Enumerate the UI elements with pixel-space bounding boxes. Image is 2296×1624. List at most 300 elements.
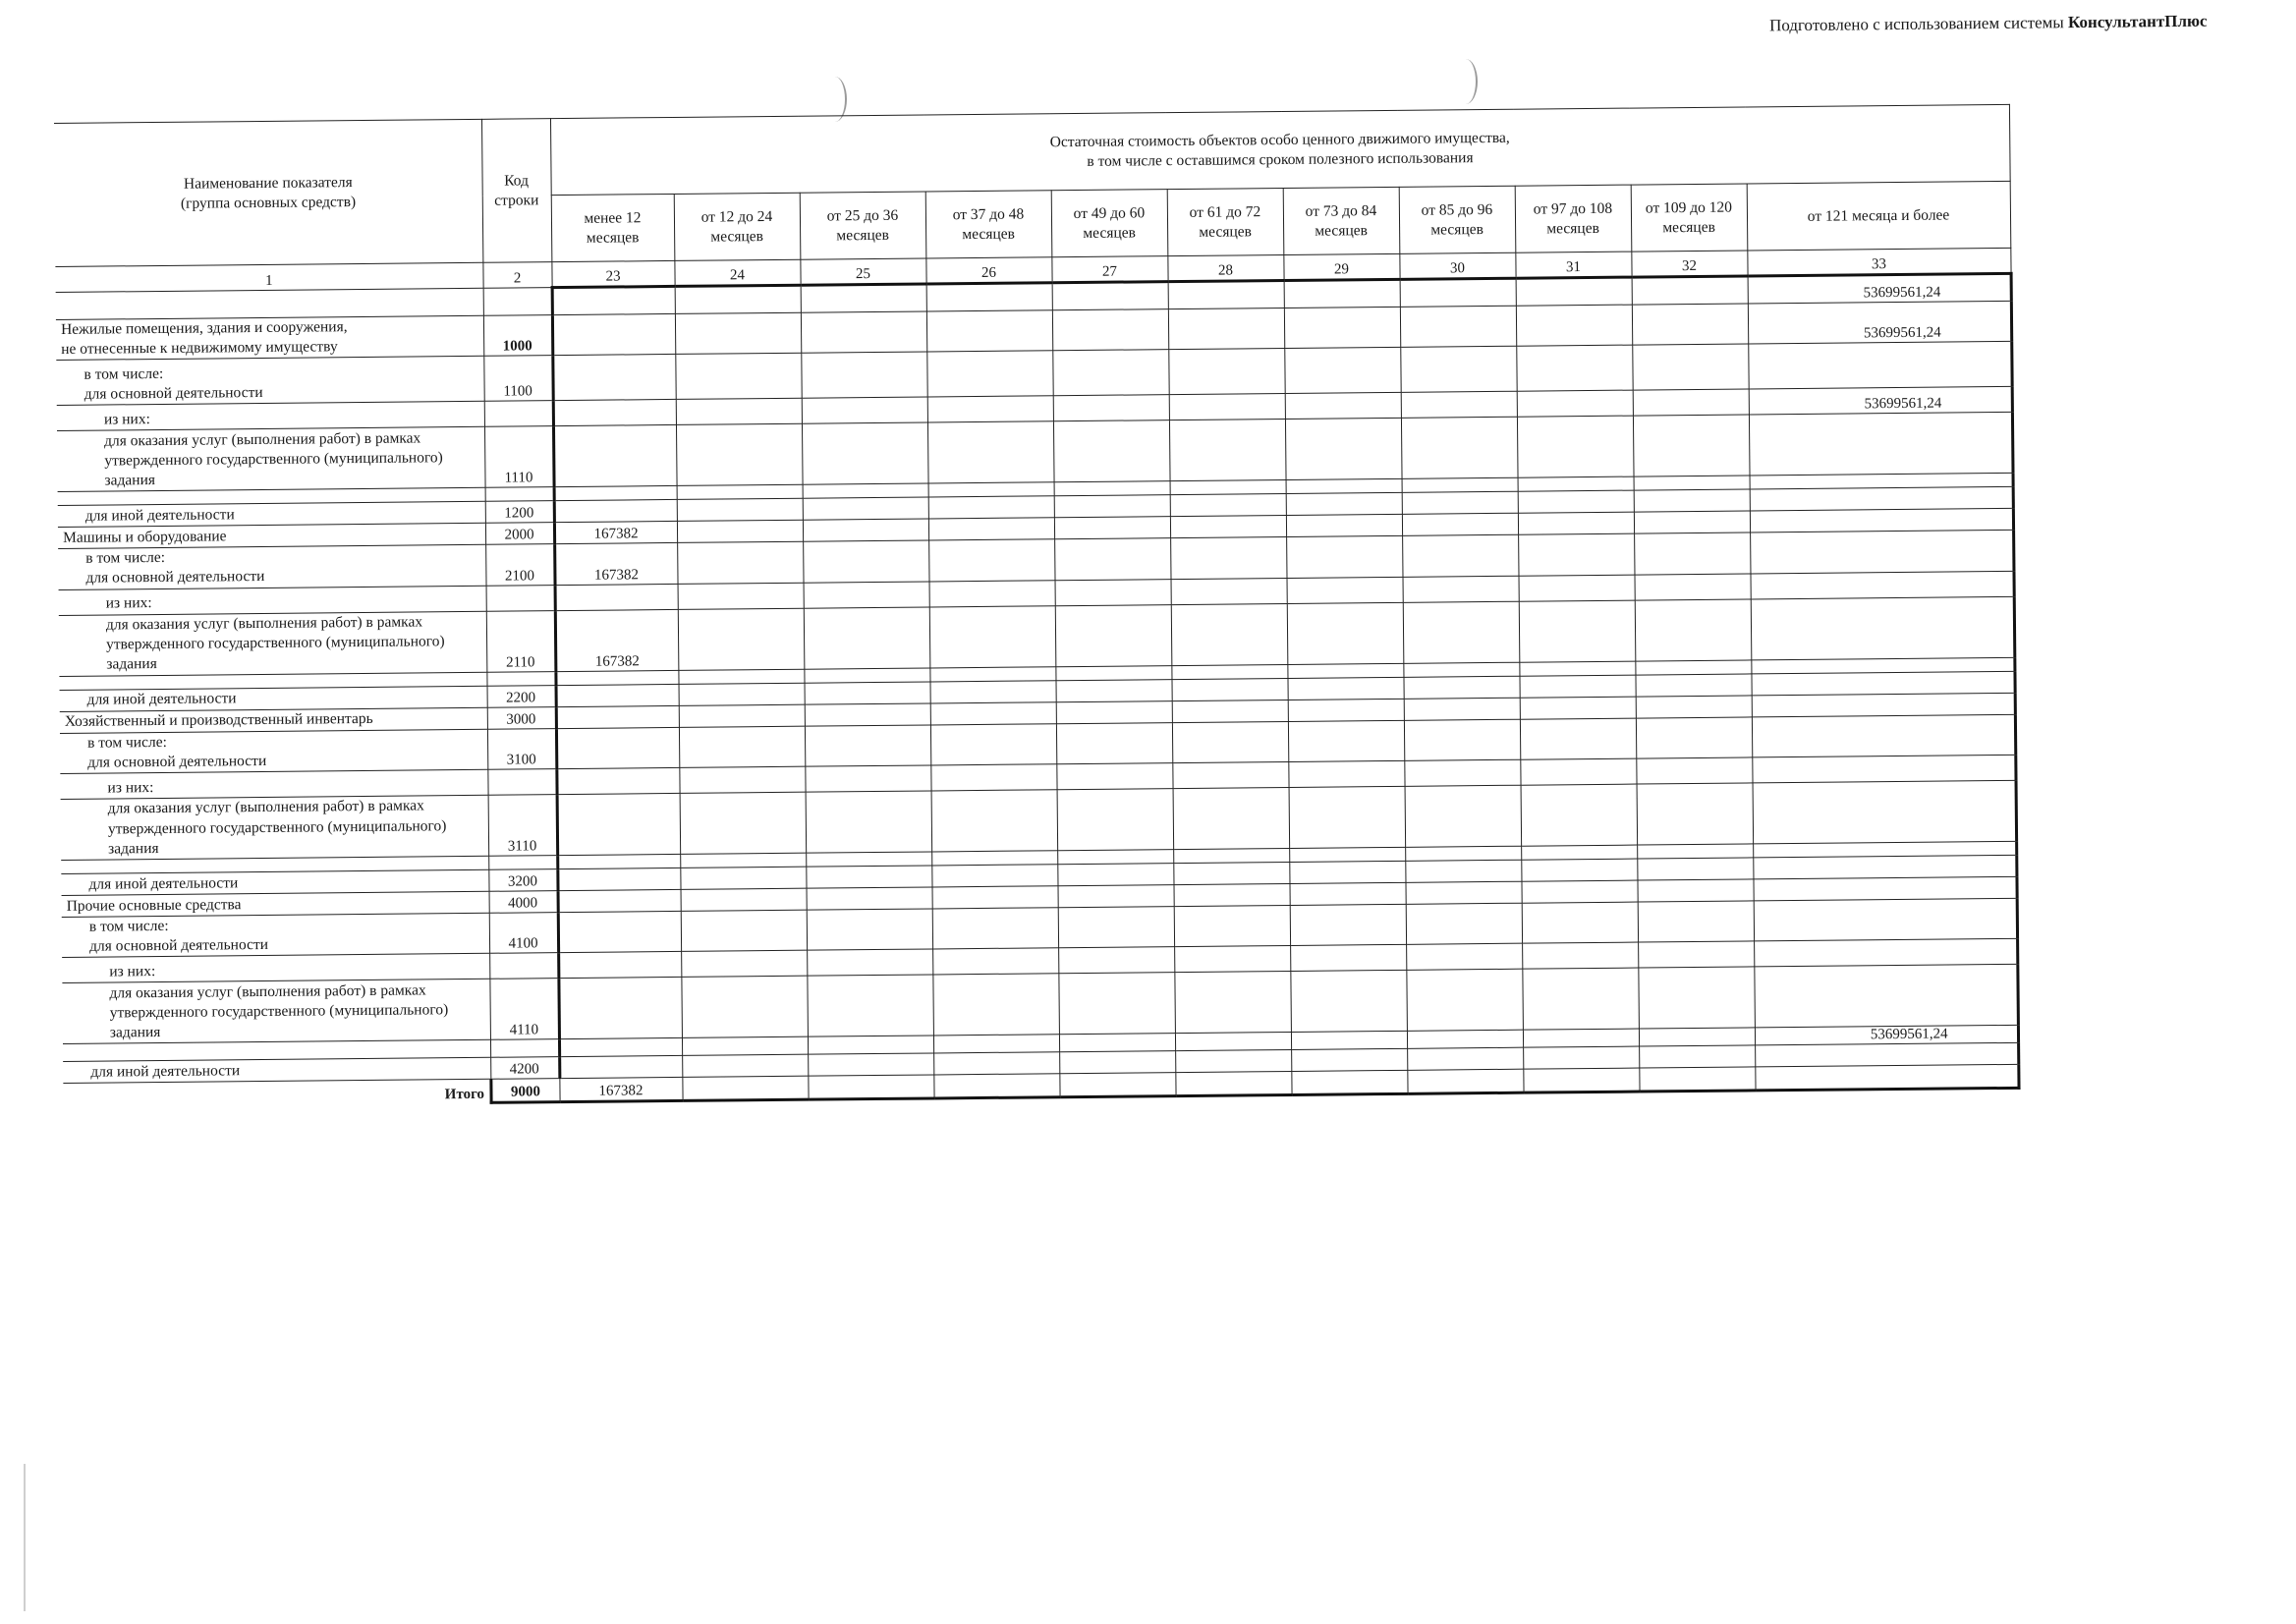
cell-col-29 (1286, 536, 1402, 578)
cell-col-28 (1175, 1033, 1291, 1051)
cell-col-26 (928, 539, 1054, 582)
cell-col-29 (1285, 393, 1401, 420)
cell-col-27 (1052, 282, 1168, 310)
cell-col-32 (1634, 574, 1750, 600)
cell-col-26 (932, 886, 1058, 909)
row-name: Хозяйственный и производственный инвентарь (60, 707, 487, 733)
row-code: 4100 (489, 912, 558, 953)
cell-col-28 (1174, 905, 1290, 946)
period-header: от 49 до 60 месяцев (1051, 190, 1168, 257)
cell-col-23 (552, 355, 675, 401)
cell-col-23 (558, 952, 681, 979)
cell-col-30 (1406, 943, 1522, 970)
cell-col-23: 167382 (554, 522, 677, 544)
cell-col-24 (680, 867, 806, 889)
cell-col-23 (558, 911, 681, 952)
column-number: 32 (1631, 251, 1747, 277)
cell-col-31 (1518, 490, 1634, 513)
cell-col-33 (1750, 531, 2013, 574)
cell-col-25 (808, 1036, 933, 1054)
total-cell (1523, 1068, 1639, 1092)
cell-col-32 (1634, 511, 1750, 533)
row-name: в том числе: для основной деятельности (56, 357, 483, 406)
cell-col-26 (929, 680, 1055, 702)
cell-col-30 (1404, 698, 1520, 720)
cell-col-27 (1058, 947, 1174, 974)
cell-col-31 (1518, 575, 1634, 601)
cell-col-30 (1402, 491, 1518, 514)
cell-col-28 (1172, 721, 1288, 762)
row-code: 4000 (489, 890, 558, 913)
cell-col-30 (1402, 576, 1518, 602)
cell-col-25 (801, 352, 926, 398)
cell-col-27 (1053, 395, 1169, 421)
cell-col-32 (1634, 476, 1750, 490)
cell-col-24 (681, 910, 807, 952)
cell-col-33: 53699561,24 (1749, 387, 2012, 416)
period-header: от 121 месяца и более (1747, 181, 2011, 251)
cell-col-26 (926, 283, 1052, 311)
cell-col-33 (1751, 671, 2014, 696)
period-header: от 61 до 72 месяцев (1167, 188, 1284, 255)
cell-col-28 (1171, 664, 1287, 679)
code-column-header: Код строки (481, 119, 551, 263)
cell-col-30 (1405, 785, 1522, 847)
cell-col-26 (928, 482, 1054, 497)
row-name: из них: (62, 953, 489, 982)
cell-col-28 (1173, 787, 1290, 849)
cell-col-30 (1405, 881, 1521, 904)
cell-col-23 (556, 767, 679, 794)
cell-col-30 (1402, 477, 1518, 492)
cell-col-23 (558, 978, 682, 1039)
row-name: в том числе: для основной деятельности (60, 729, 487, 773)
cell-col-28 (1173, 862, 1289, 884)
cell-col-27 (1058, 884, 1174, 907)
cell-col-28 (1170, 494, 1286, 517)
period-header: от 37 до 48 месяцев (925, 191, 1052, 258)
cell-col-26 (926, 351, 1052, 397)
cell-col-31 (1520, 697, 1636, 719)
cell-col-30 (1400, 347, 1516, 393)
total-cell (1407, 1069, 1523, 1093)
cell-col-32 (1637, 879, 1753, 902)
cell-col-32 (1636, 717, 1752, 758)
row-code: 1200 (485, 501, 554, 524)
cell-col-28 (1170, 537, 1286, 579)
cell-col-30 (1404, 759, 1520, 786)
cell-col-31 (1518, 512, 1634, 534)
cell-col-26 (933, 1052, 1059, 1075)
cell-col-25 (801, 284, 926, 312)
cell-col-32 (1639, 1028, 1755, 1046)
cell-col-30 (1406, 969, 1523, 1031)
cell-col-29 (1284, 279, 1400, 308)
cell-col-31 (1518, 533, 1634, 575)
cell-col-23 (555, 584, 678, 610)
cell-col-24 (682, 1036, 808, 1055)
row-name: для оказания услуг (выполнения работ) в рамках утвержденного государственного (муниципального) задания (59, 611, 487, 676)
cell-col-25 (805, 682, 930, 704)
cell-col-27 (1057, 863, 1173, 885)
cell-col-29 (1285, 419, 1402, 480)
cell-col-24 (682, 1054, 808, 1077)
cell-col-23: 167382 (555, 609, 679, 671)
name-column-header: Наименование показателя (группа основных средств) (54, 119, 482, 266)
period-header: от 12 до 24 месяцев (674, 193, 801, 260)
total-col-23: 167382 (559, 1078, 682, 1102)
cell-col-23 (553, 425, 677, 487)
cell-col-31 (1519, 661, 1635, 676)
group-title-header: Остаточная стоимость объектов особо ценного движимого имущества, в том числе с оставшимся сроком полезного использования (550, 104, 2010, 195)
cell-col-28 (1173, 848, 1289, 863)
period-header: менее 12 месяцев (551, 194, 675, 261)
period-header: от 85 до 96 месяцев (1399, 186, 1516, 253)
cell-col-24 (677, 484, 803, 499)
cell-col-29 (1291, 1031, 1407, 1049)
cell-col-27 (1056, 762, 1172, 789)
cell-col-29 (1290, 944, 1406, 971)
cell-col-33 (1752, 714, 2015, 757)
cell-col-32 (1636, 696, 1752, 718)
cell-col-26 (932, 908, 1058, 950)
cell-col-33 (1753, 855, 2016, 879)
cell-col-31 (1523, 1029, 1639, 1047)
cell-col-23 (553, 400, 676, 426)
cell-col-29 (1287, 577, 1403, 603)
cell-col-28 (1168, 349, 1284, 395)
cell-col-32 (1637, 783, 1754, 845)
report-table-wrapper (54, 104, 2019, 1108)
cell-col-27 (1055, 665, 1171, 680)
cell-col-33 (1752, 755, 2015, 783)
cell-col-30 (1401, 418, 1518, 479)
cell-col-26 (932, 974, 1059, 1036)
cell-col-27 (1059, 1034, 1175, 1052)
cell-col-24 (679, 766, 805, 793)
cell-col-31 (1522, 942, 1638, 969)
column-number: 1 (55, 262, 482, 292)
total-cell (1291, 1070, 1407, 1094)
column-number: 27 (1051, 256, 1167, 283)
cell-col-32 (1634, 489, 1750, 512)
total-cell (682, 1076, 808, 1100)
cell-col-33 (1752, 693, 2015, 717)
cell-col-24 (677, 520, 803, 542)
row-code: 2100 (485, 544, 554, 586)
cell-col-32 (1632, 304, 1748, 345)
cell-col-25 (804, 668, 929, 683)
row-name: для оказания услуг (выполнения работ) в рамках утвержденного государственного (муниципального) задания (62, 979, 490, 1043)
period-header: от 109 до 120 месяцев (1631, 184, 1748, 252)
row-name: для оказания услуг (выполнения работ) в рамках утвержденного государственного (муниципального) задания (57, 427, 485, 492)
cell-col-27 (1054, 481, 1170, 496)
row-code: 3200 (488, 868, 557, 891)
column-number: 29 (1283, 253, 1399, 280)
period-header: от 97 до 108 месяцев (1515, 185, 1632, 252)
column-number: 26 (925, 257, 1051, 284)
cell-col-31 (1523, 1046, 1639, 1069)
cell-col-28 (1168, 280, 1284, 308)
total-cell (1639, 1067, 1755, 1092)
row-name: из них: (60, 769, 487, 799)
cell-col-27 (1056, 722, 1172, 763)
cell-col-32 (1632, 276, 1748, 305)
cell-col-33 (1749, 413, 2013, 476)
cell-col-31 (1521, 880, 1637, 903)
column-number: 33 (1747, 248, 2010, 276)
top-note-prefix: Подготовлено с использованием системы (1769, 13, 2069, 35)
column-number: 28 (1167, 254, 1283, 281)
row-code: 3100 (487, 728, 556, 769)
cell-col-25 (804, 582, 929, 608)
row-code: 4110 (489, 979, 559, 1040)
cell-col-31 (1521, 845, 1637, 860)
cell-col-23 (559, 1038, 682, 1057)
cell-col-33: 53699561,24 (1748, 273, 2011, 304)
cell-col-28 (1169, 420, 1286, 481)
cell-col-23 (556, 705, 679, 728)
cell-col-28 (1173, 883, 1289, 906)
top-note-brand: КонсультантПлюс (2068, 11, 2209, 32)
cell-col-24 (678, 583, 804, 609)
cell-col-30 (1406, 903, 1522, 944)
cell-col-23 (557, 854, 680, 868)
cell-col-30 (1402, 513, 1518, 535)
cell-col-28 (1171, 578, 1287, 604)
cell-col-26 (930, 723, 1056, 765)
cell-col-33 (1753, 876, 2016, 901)
cell-col-26 (929, 605, 1056, 667)
cell-col-23: 167382 (554, 543, 677, 585)
cell-col-29 (1290, 904, 1406, 945)
total-cell (808, 1075, 933, 1099)
row-name: для иной деятельности (63, 1057, 490, 1083)
cell-col-33: 53699561,24 (1748, 301, 2011, 344)
cell-col-28 (1175, 1050, 1291, 1073)
cell-col-27 (1056, 700, 1172, 723)
row-code (486, 671, 555, 686)
row-code (486, 585, 555, 611)
cell-col-23 (558, 889, 681, 912)
cell-col-27 (1059, 1051, 1175, 1074)
cell-col-31 (1517, 416, 1634, 477)
row-code (488, 855, 557, 869)
row-code: 4200 (490, 1057, 559, 1080)
cell-col-28 (1171, 603, 1288, 665)
cell-col-24 (675, 312, 801, 355)
cell-col-24 (679, 704, 805, 727)
cell-col-27 (1053, 420, 1170, 482)
row-name: для иной деятельности (58, 502, 485, 528)
cell-col-33 (1754, 964, 2018, 1028)
cell-col-26 (931, 790, 1058, 852)
cell-col-28 (1170, 480, 1286, 495)
cell-col-24 (679, 683, 805, 705)
cell-col-31 (1521, 859, 1637, 881)
cell-col-28 (1169, 394, 1285, 420)
cell-col-28 (1172, 700, 1288, 722)
cell-col-26 (933, 1035, 1059, 1053)
cell-col-33 (1748, 342, 2011, 390)
cell-col-31 (1518, 476, 1634, 491)
cell-col-33 (1750, 509, 2013, 533)
cell-col-29 (1291, 1048, 1407, 1071)
column-number: 24 (674, 259, 800, 286)
cell-col-29 (1286, 515, 1402, 537)
cell-col-31 (1519, 675, 1635, 698)
cell-col-32 (1638, 967, 1755, 1029)
cell-col-30 (1400, 278, 1516, 307)
total-label: Итого (444, 1086, 485, 1102)
cell-col-24 (675, 353, 801, 399)
cell-col-33 (1750, 487, 2013, 512)
cell-col-25 (807, 909, 932, 951)
row-name: Нежилые помещения, здания и сооружения, не отнесенные к недвижимому имуществу (56, 315, 483, 360)
cell-col-33 (1754, 938, 2017, 967)
cell-col-32 (1638, 901, 1754, 942)
cell-col-27 (1057, 788, 1174, 850)
cell-col-28 (1174, 972, 1291, 1034)
cell-col-26 (928, 518, 1054, 540)
cell-col-25 (808, 1053, 933, 1076)
cell-col-30 (1400, 306, 1516, 347)
total-code: 9000 (490, 1079, 559, 1103)
cell-col-26 (930, 764, 1056, 791)
row-code: 3110 (488, 794, 558, 856)
cell-col-27 (1054, 495, 1170, 518)
cell-col-33 (1751, 596, 2015, 660)
punch-mark-icon (1454, 59, 1478, 104)
cell-col-29 (1286, 493, 1402, 516)
cell-col-27 (1052, 350, 1168, 396)
row-name: из них: (57, 402, 484, 431)
row-code (489, 953, 558, 980)
cell-col-29 (1288, 699, 1404, 721)
cell-col-28 (1171, 678, 1287, 700)
cell-col-32 (1638, 941, 1754, 968)
cell-col-26 (930, 701, 1056, 724)
cell-col-25 (805, 765, 930, 792)
cell-col-29 (1286, 479, 1402, 494)
cell-col-25 (806, 791, 932, 853)
cell-col-33 (1754, 898, 2017, 941)
cell-col-26 (929, 666, 1055, 681)
row-name: для оказания услуг (выполнения работ) в рамках утвержденного государственного (муниципального) задания (61, 795, 489, 860)
cell-col-32 (1637, 844, 1753, 859)
cell-col-33: 53699561,24 (1755, 1025, 2018, 1045)
cell-col-29 (1289, 882, 1405, 905)
total-cell (933, 1074, 1059, 1098)
cell-col-24 (681, 976, 808, 1037)
cell-col-25 (806, 852, 931, 867)
cell-col-26 (929, 580, 1055, 606)
cell-col-24 (681, 950, 807, 977)
cell-col-25 (804, 607, 930, 669)
cell-col-29 (1289, 847, 1405, 862)
cell-col-32 (1637, 858, 1753, 880)
row-name: из них: (59, 586, 486, 615)
cell-col-31 (1516, 305, 1632, 346)
cell-col-25 (805, 703, 930, 726)
cell-col-29 (1287, 677, 1403, 700)
cell-col-31 (1522, 902, 1638, 943)
column-number: 2 (482, 262, 551, 289)
cell-col-23 (557, 793, 681, 855)
cell-col-31 (1520, 718, 1636, 759)
cell-col-32 (1633, 389, 1749, 416)
cell-col-30 (1403, 676, 1519, 699)
cell-col-30 (1402, 534, 1518, 576)
cell-col-27 (1057, 849, 1173, 864)
report-table (54, 104, 2020, 1108)
cell-col-27 (1055, 604, 1172, 666)
column-number: 31 (1515, 252, 1631, 278)
cell-col-25 (807, 949, 932, 976)
row-code: 1100 (483, 356, 552, 402)
cell-col-25 (806, 866, 931, 888)
cell-col-31 (1517, 390, 1633, 417)
cell-col-25 (803, 497, 928, 520)
row-code (484, 401, 553, 427)
cell-col-29 (1290, 970, 1407, 1032)
cell-col-24 (676, 423, 803, 485)
cell-col-25 (803, 483, 928, 498)
column-number: 30 (1399, 252, 1515, 279)
cell-col-26 (932, 948, 1058, 975)
cell-col-30 (1401, 392, 1517, 419)
cell-col-32 (1634, 532, 1750, 574)
cell-col-29 (1287, 602, 1404, 664)
cell-col-30 (1405, 860, 1521, 882)
cell-col-32 (1635, 599, 1752, 661)
cell-col-26 (928, 496, 1054, 519)
cell-col-25 (802, 397, 927, 423)
row-name: для иной деятельности (60, 686, 487, 711)
cell-col-30 (1403, 601, 1520, 663)
cell-col-30 (1407, 1030, 1523, 1048)
top-note (1769, 12, 2208, 36)
cell-col-24 (679, 726, 805, 768)
cell-col-31 (1520, 758, 1636, 785)
cell-col-32 (1632, 344, 1748, 390)
cell-col-32 (1633, 415, 1750, 476)
cell-col-30 (1407, 1047, 1523, 1070)
cell-col-28 (1172, 761, 1288, 788)
cell-col-27 (1052, 309, 1168, 351)
scan-edge-line (24, 1464, 26, 1611)
cell-col-23 (556, 727, 679, 768)
cell-col-31 (1521, 784, 1638, 846)
cell-col-33 (1755, 1042, 2018, 1067)
cell-col-29 (1284, 348, 1400, 394)
cell-col-25 (801, 311, 926, 354)
period-header: от 25 до 36 месяцев (800, 192, 926, 259)
period-header: от 73 до 84 месяцев (1283, 187, 1400, 254)
cell-col-30 (1403, 662, 1519, 677)
cell-col-33 (1750, 571, 2013, 599)
cell-col-23 (556, 684, 679, 706)
cell-col-32 (1636, 757, 1752, 784)
cell-col-27 (1055, 679, 1171, 701)
total-cell (1059, 1073, 1175, 1097)
row-name (56, 288, 483, 319)
cell-col-23 (555, 670, 678, 685)
cell-col-30 (1404, 719, 1520, 760)
cell-col-24 (680, 853, 806, 868)
cell-col-26 (931, 865, 1057, 887)
cell-col-28 (1170, 516, 1286, 538)
